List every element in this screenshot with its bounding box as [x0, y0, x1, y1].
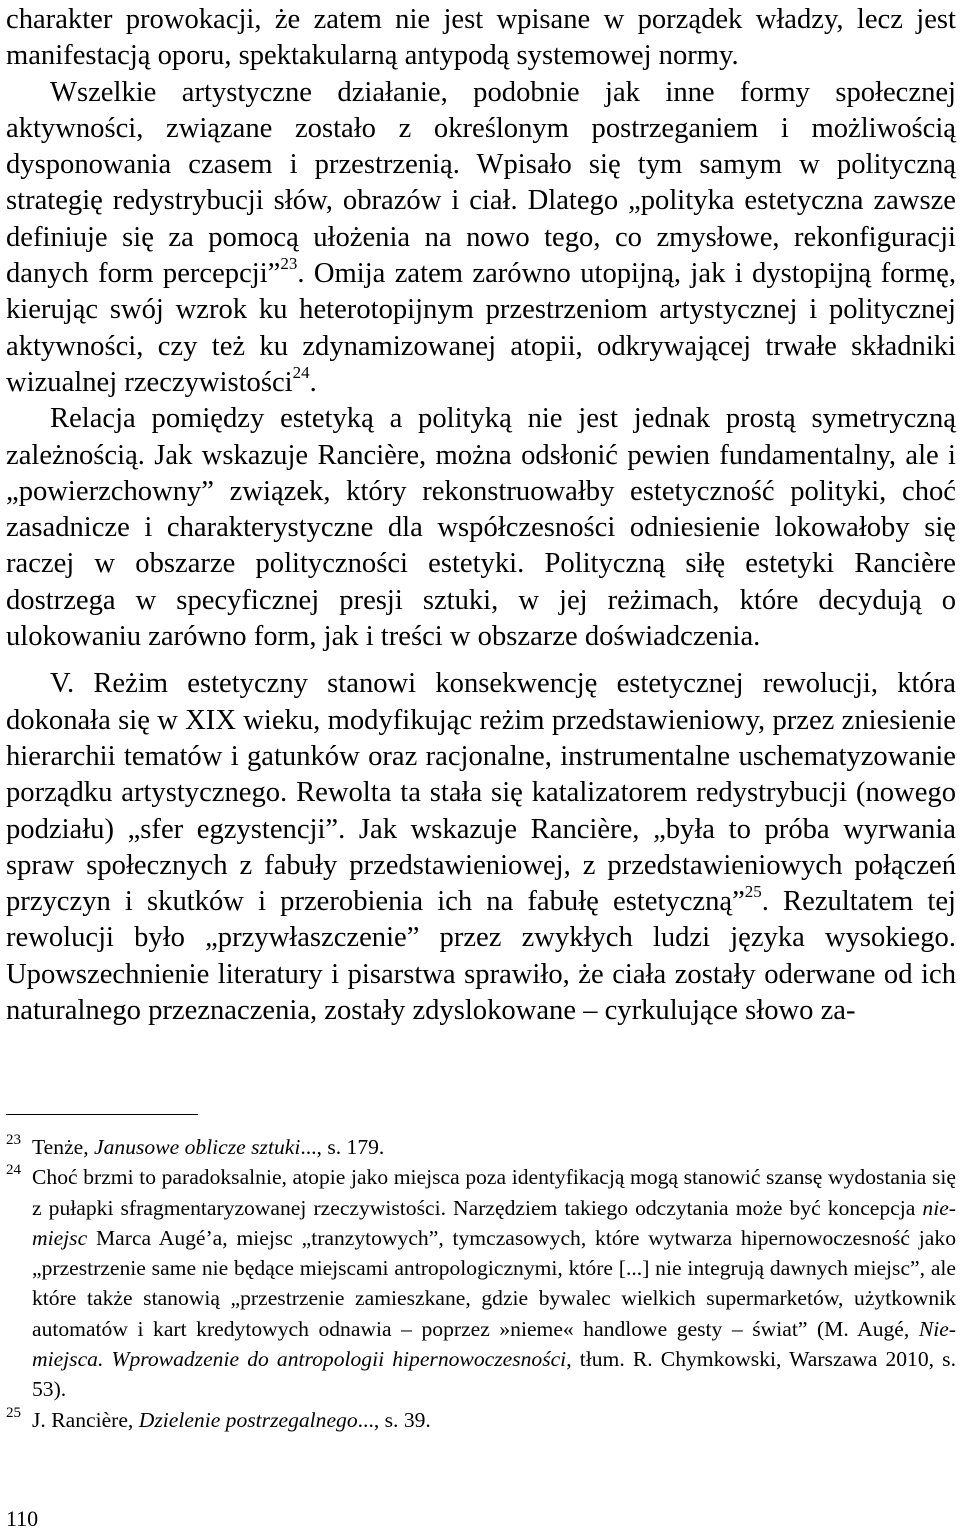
body-text [6, 2, 956, 1029]
paragraph-2 [6, 75, 956, 402]
paragraph-2-text-a: Wszelkie artystyczne działanie, podobnie jak inne formy społecznej aktywności, związane zostało z określonym postrzeganiem i możliwością dysponowania czasem i przestrzenią. Wpisało się tym samym w polityczną strategię redystrybucji słów, obrazów i ciał. Dlatego „polityka estetyczna zawsze definiuje się za pomocą ułożenia na nowo tego, co zmysłowe, rekonfiguracji danych form percepcji” [6, 76, 956, 290]
paragraph-2-text-b: . Omija zatem zarówno utopijną, jak i dystopijną formę, kierując swój wzrok ku heterotopijnym przestrzeniom artystycznej i politycznej aktywności, czy też ku zdynamizowanej atopii, odkrywającej trwałe składniki wizualnej rzeczywistości [6, 258, 956, 398]
footnote-separator [6, 1114, 198, 1115]
footnote-number: 25 [6, 1404, 21, 1421]
footnote-23 [6, 1132, 956, 1162]
paragraph-4-text-b: . Rezultatem tej rewolucji było „przywłaszczenie” przez zwykłych ludzi języka wysokiego. Upowszechnienie literatury i pisarstwa sprawiło, że ciała zostały oderwane od ich naturalnego przeznaczenia, zostały zdyslokowane – cyrkulujące słowo za- [6, 886, 956, 1027]
paragraph-3 [6, 401, 956, 655]
footnote-text [32, 1405, 956, 1435]
footnote-text [32, 1162, 956, 1404]
paragraph-1 [6, 2, 956, 75]
footnote-24 [6, 1162, 956, 1404]
paragraph-3-text: Relacja pomiędzy estetyką a polityką nie jest jednak prostą symetryczną zależnością. Jak wskazuje Rancière, można odsłonić pewien fundamentalny, ale i „powierzchowny” związek, który rekonstruowałby estetyczność polityki, choć zasadnicze i charakterystyczne dla współczesności odniesienie lokowałoby się raczej w obszarze polityczności estetyki. Polityczną siłę estetyki Rancière dostrzega w specyficznej presji sztuki, w jej reżimach, które decydują o ulokowaniu zarówno form, jak i treści w obszarze doświadczenia. [6, 403, 956, 653]
footnote-title: Janusowe oblicze sztuki [94, 1135, 301, 1159]
footnote-italic-term: nie-miejsc [32, 1195, 956, 1250]
footnote-ref-23[interactable]: 23 [280, 254, 298, 274]
footnote-ref-25[interactable]: 25 [744, 882, 762, 902]
paragraph-2-text-c: . [309, 366, 317, 398]
footnote-text-part: ..., s. 179. [300, 1135, 385, 1159]
page-content [6, 2, 956, 1029]
page-number: 110 [6, 1506, 39, 1531]
footnote-25 [6, 1405, 956, 1435]
footnote-text-part: J. Rancière, [32, 1407, 139, 1432]
footnote-text-part: ..., s. 39. [357, 1407, 431, 1432]
paragraph-4 [6, 666, 956, 1029]
footnote-text-part: Choć brzmi to paradoksalnie, atopie jako miejsca poza identyfikacją mogą stanowić szansę wydostania się z pułapki sfragmentaryzowanej rzeczywistości. Narzędziem takiego odczytania może być koncepcja [32, 1165, 956, 1220]
footnote-number: 24 [6, 1162, 21, 1179]
paragraph-4-text-a: V. Reżim estetyczny stanowi konsekwencję estetycznej rewolucji, która dokonała się w XIX wieku, modyfikując reżim przedstawieniowy, przez zniesienie hierarchii tematów i gatunków oraz racjonalne, instrumentalne uschematyzowanie porządku artystycznego. Rewolta ta stała się katalizatorem redystrybucji (nowego podziału) „sfer egzystencji”. Jak wskazuje Rancière, „była to próba wyrwania spraw społecznych z fabuły przedstawieniowej, z przedstawieniowych połączeń przyczyn i skutków i przerobienia ich na fabułę estetyczną” [6, 668, 956, 918]
footnotes [6, 1132, 956, 1435]
paragraph-1-text: charakter prowokacji, że zatem nie jest wpisane w porządek władzy, lecz jest manifestacją oporu, spektakularną antypodą systemowej normy. [6, 4, 956, 72]
footnote-text-part: Marca Augé’a, miejsc „tranzytowych”, tymczasowych, które wytwarza hipernowoczesność jako „przestrzenie same nie będące miejscami antropologicznymi, które [...] nie integrują dawnych miejsc”, ale które także stanowią „przestrzenie zamieszkane, gdzie bywalec wielkich supermarketów, użytkownik automatów i kart kredytowych odnawia – poprzez »nieme« handlowe gesty – świat” (M. Augé, [32, 1225, 956, 1341]
footnote-ref-24[interactable]: 24 [292, 362, 310, 382]
footnote-text-part: , tłum. R. Chymkowski, Warszawa 2010, s. 53). [32, 1347, 956, 1402]
footnote-number: 23 [6, 1132, 21, 1148]
footnote-text-part: Tenże, [32, 1135, 95, 1159]
footnote-title: Nie-miejsca. Wprowadzenie do antropologii hipernowoczesności [32, 1316, 956, 1372]
footnote-title: Dzielenie postrzegalnego [138, 1407, 358, 1432]
footnote-text [32, 1132, 956, 1162]
